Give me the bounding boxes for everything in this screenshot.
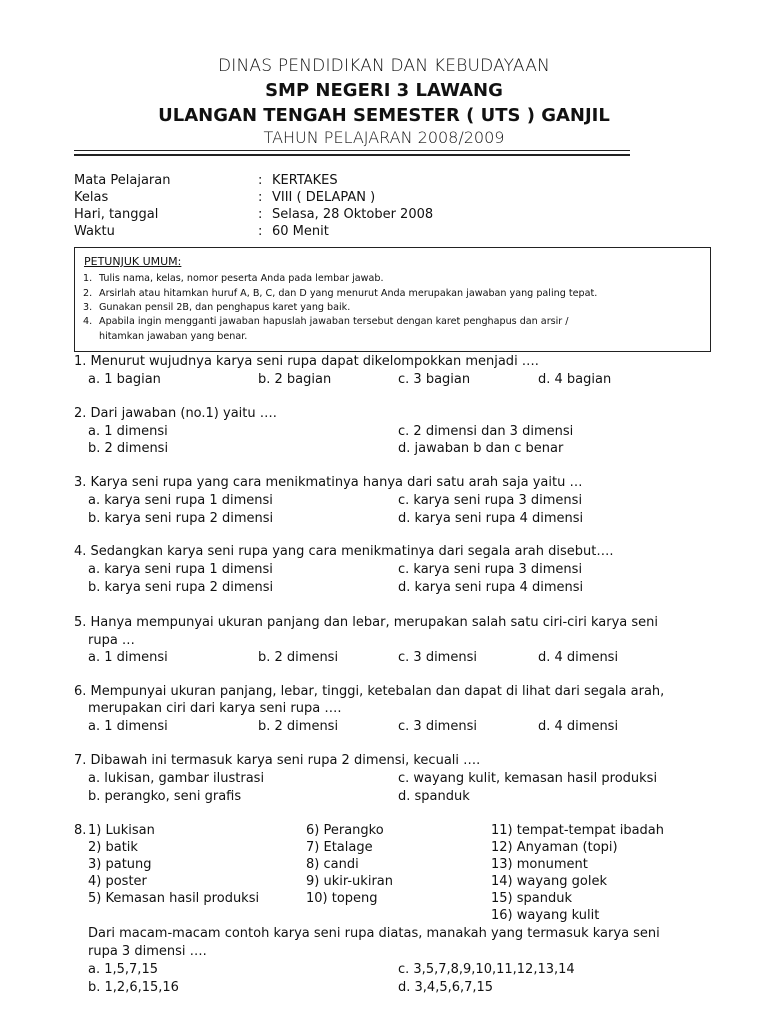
exam-title: ULANGAN TENGAH SEMESTER ( UTS ) GANJIL (158, 105, 610, 126)
option-b: b. 2 dimensi (258, 650, 339, 665)
option-b: b. karya seni rupa 2 dimensi (88, 580, 274, 595)
option-c: c. wayang kulit, kemasan hasil produksi (398, 771, 658, 786)
list-item: 10) topeng (306, 891, 378, 906)
info-colon: : (258, 224, 263, 239)
agency-title: DINAS PENDIDIKAN DAN KEBUDAYAAN (218, 56, 550, 76)
question-3: 3. Karya seni rupa yang cara menikmatinya hanya dari satu arah saja yaitu … (74, 475, 583, 490)
question-6-continued: merupakan ciri dari karya seni rupa …. (88, 701, 342, 716)
header-divider-thin (74, 150, 630, 151)
option-a: a. 1,5,7,15 (88, 962, 158, 977)
list-item: 5) Kemasan hasil produksi (88, 891, 260, 906)
list-item: 4) poster (88, 874, 147, 889)
option-d: d. karya seni rupa 4 dimensi (398, 511, 584, 526)
list-item: 14) wayang golek (491, 874, 607, 889)
instructions-box (74, 247, 711, 352)
info-value: Selasa, 28 Oktober 2008 (272, 207, 434, 222)
option-a: a. 1 dimensi (88, 719, 168, 734)
info-label: Hari, tanggal (74, 207, 159, 222)
info-colon: : (258, 190, 263, 205)
option-c: c. 3 dimensi (398, 719, 477, 734)
option-a: a. lukisan, gambar ilustrasi (88, 771, 265, 786)
option-b: b. 2 bagian (258, 372, 332, 387)
option-d: d. spanduk (398, 789, 470, 804)
instruction-number: 2. (83, 288, 93, 299)
info-colon: : (258, 173, 263, 188)
list-item: 7) Etalage (306, 840, 373, 855)
list-item: 8) candi (306, 857, 359, 872)
option-c: c. karya seni rupa 3 dimensi (398, 493, 583, 508)
instruction-text: Apabila ingin mengganti jawaban hapuslah jawaban tersebut dengan karet penghapus dan arsir / (99, 316, 569, 327)
list-item: 12) Anyaman (topi) (491, 840, 618, 855)
info-label: Waktu (74, 224, 115, 239)
option-b: b. 2 dimensi (88, 441, 169, 456)
list-item: 15) spanduk (491, 891, 572, 906)
list-item: 16) wayang kulit (491, 908, 600, 923)
question-7: 7. Dibawah ini termasuk karya seni rupa 2 dimensi, kecuali …. (74, 753, 481, 768)
option-a: a. 1 bagian (88, 372, 161, 387)
info-value: VIII ( DELAPAN ) (272, 190, 376, 205)
question-2: 2. Dari jawaban (no.1) yaitu …. (74, 406, 277, 421)
question-5-continued: rupa … (88, 633, 135, 648)
question-4: 4. Sedangkan karya seni rupa yang cara menikmatinya dari segala arah disebut…. (74, 544, 614, 559)
option-d: d. jawaban b dan c benar (398, 441, 564, 456)
academic-year: TAHUN PELAJARAN 2008/2009 (263, 128, 505, 147)
instruction-number: 4. (83, 316, 93, 327)
option-d: d. karya seni rupa 4 dimensi (398, 580, 584, 595)
option-a: a. 1 dimensi (88, 650, 168, 665)
instructions-title: PETUNJUK UMUM: (84, 255, 182, 268)
info-label: Kelas (74, 190, 109, 205)
instruction-text: Tulis nama, kelas, nomor peserta Anda pada lembar jawab. (99, 273, 384, 284)
instruction-text: Arsirlah atau hitamkan huruf A, B, C, dan D yang menurut Anda merupakan jawaban yang paling tepat. (99, 288, 598, 299)
list-item: 6) Perangko (306, 823, 384, 838)
option-c: c. 3 bagian (398, 372, 471, 387)
option-c: c. karya seni rupa 3 dimensi (398, 562, 583, 577)
list-item: 13) monument (491, 857, 588, 872)
instruction-number: 3. (83, 302, 93, 313)
school-name: SMP NEGERI 3 LAWANG (265, 80, 503, 101)
list-item: 2) batik (88, 840, 138, 855)
info-colon: : (258, 207, 263, 222)
question-1: 1. Menurut wujudnya karya seni rupa dapat dikelompokkan menjadi …. (74, 354, 539, 369)
instruction-text: Gunakan pensil 2B, dan penghapus karet yang baik. (99, 302, 351, 313)
option-d: d. 3,4,5,6,7,15 (398, 980, 494, 995)
list-item: 9) ukir-ukiran (306, 874, 393, 889)
option-d: d. 4 dimensi (538, 650, 619, 665)
info-label: Mata Pelajaran (74, 173, 171, 188)
option-b: b. karya seni rupa 2 dimensi (88, 511, 274, 526)
question-8-number: 8. (74, 823, 87, 838)
option-b: b. 1,2,6,15,16 (88, 980, 179, 995)
option-a: a. karya seni rupa 1 dimensi (88, 562, 273, 577)
question-5: 5. Hanya mempunyai ukuran panjang dan lebar, merupakan salah satu ciri-ciri karya seni (74, 615, 659, 630)
info-value: KERTAKES (272, 173, 338, 188)
list-item: 1) Lukisan (88, 823, 155, 838)
instruction-number: 1. (83, 273, 93, 284)
option-a: a. karya seni rupa 1 dimensi (88, 493, 273, 508)
option-d: d. 4 bagian (538, 372, 612, 387)
info-value: 60 Menit (272, 224, 329, 239)
header-divider-thick (74, 154, 630, 156)
question-8: Dari macam-macam contoh karya seni rupa diatas, manakah yang termasuk karya seni (88, 926, 660, 941)
option-b: b. perangko, seni grafis (88, 789, 242, 804)
question-8-continued: rupa 3 dimensi …. (88, 944, 207, 959)
instruction-text: hitamkan jawaban yang benar. (99, 331, 248, 342)
option-c: c. 2 dimensi dan 3 dimensi (398, 424, 574, 439)
option-b: b. 2 dimensi (258, 719, 339, 734)
list-item: 3) patung (88, 857, 152, 872)
list-item: 11) tempat-tempat ibadah (491, 823, 665, 838)
question-6: 6. Mempunyai ukuran panjang, lebar, tinggi, ketebalan dan dapat di lihat dari segala arah, (74, 684, 665, 699)
option-a: a. 1 dimensi (88, 424, 168, 439)
option-d: d. 4 dimensi (538, 719, 619, 734)
option-c: c. 3 dimensi (398, 650, 477, 665)
option-c: c. 3,5,7,8,9,10,11,12,13,14 (398, 962, 575, 977)
